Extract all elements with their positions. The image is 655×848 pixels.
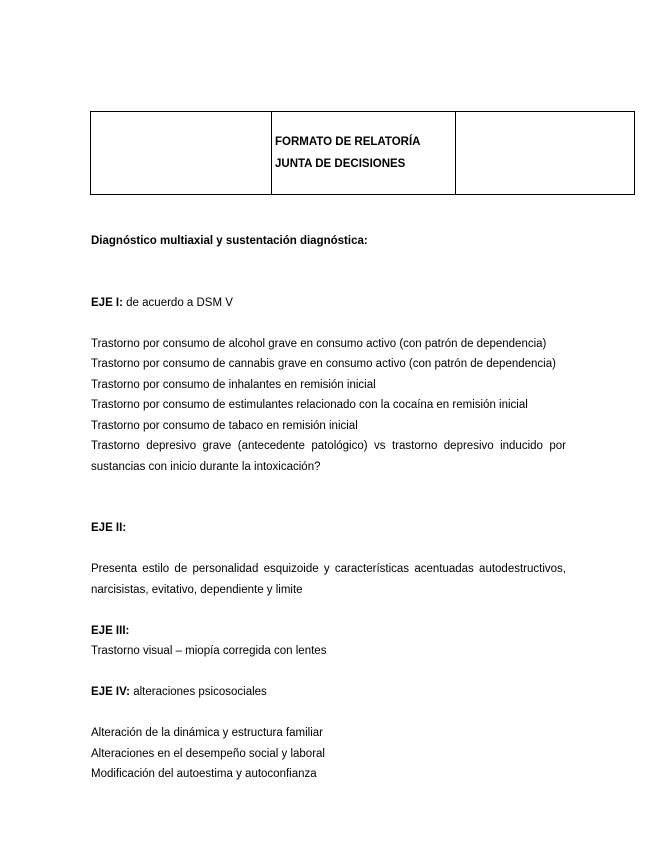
eje1-item: Trastorno por consumo de cannabis grave en consumo activo (con patrón de dependencia) xyxy=(91,358,556,370)
document-title-line-2: JUNTA DE DECISIONES xyxy=(275,158,406,170)
eje1-text: de acuerdo a DSM V xyxy=(122,296,233,309)
eje1-item: Trastorno por consumo de alcohol grave en consumo activo (con patrón de dependencia) xyxy=(91,337,547,350)
document-body xyxy=(91,231,566,785)
eje1-heading xyxy=(91,293,566,314)
eje1-item-last: Trastorno depresivo grave (antecedente patológico) vs trastorno depresivo inducido por sustancias con inicio durante la intoxicación? xyxy=(91,440,566,473)
eje4-item: Alteración de la dinámica y estructura familiar xyxy=(91,727,324,739)
header-cell-title xyxy=(272,112,456,195)
eje4-item: Modificación del autoestima y autoconfianza xyxy=(91,768,317,780)
section-title: Diagnóstico multiaxial y sustentación diagnóstica: xyxy=(91,235,368,247)
eje1-label: EJE I: xyxy=(91,296,123,309)
eje3-text: Trastorno visual – miopía corregida con lentes xyxy=(91,645,327,657)
eje1-item: Trastorno por consumo de inhalantes en remisión inicial xyxy=(91,378,376,391)
eje4-label: EJE IV: xyxy=(91,686,130,698)
header-cell-right xyxy=(456,112,635,195)
eje1-item: Trastorno por consumo de tabaco en remisión inicial xyxy=(91,419,358,432)
eje4-heading xyxy=(91,682,566,703)
eje4-item: Alteraciones en el desempeño social y laboral xyxy=(91,747,325,760)
eje2-label: EJE II: xyxy=(91,522,127,534)
header-cell-left xyxy=(91,112,272,195)
header-table xyxy=(90,111,635,195)
document-title-line-1: FORMATO DE RELATORÍA xyxy=(275,136,421,148)
eje2-text: Presenta estilo de personalidad esquizoide y características acentuadas autodestructivos, narcisistas, evitativo, dependiente y limite xyxy=(91,563,566,596)
eje3-label: EJE III: xyxy=(91,624,130,637)
eje4-text: alteraciones psicosociales xyxy=(130,686,267,698)
eje1-item: Trastorno por consumo de estimulantes relacionado con la cocaína en remisión inicial xyxy=(91,399,528,411)
